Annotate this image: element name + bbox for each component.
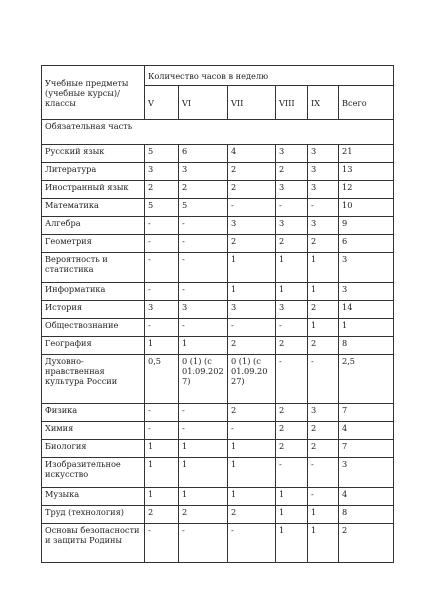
hours-cell: 1 [308, 283, 339, 301]
hours-cell: - [228, 422, 276, 440]
hours-cell: 1 [228, 440, 276, 458]
total-cell: 3 [339, 458, 394, 488]
total-cell: 4 [339, 422, 394, 440]
hours-cell: 2 [308, 301, 339, 319]
hours-cell: 2 [276, 163, 308, 181]
subject-cell: Алгебра [42, 217, 145, 235]
hours-cell: 1 [276, 488, 308, 506]
hours-cell: 6 [179, 145, 228, 163]
hours-cell: 2 [308, 440, 339, 458]
table-row [42, 199, 394, 217]
hours-cell: 1 [308, 506, 339, 524]
hours-cell: 2 [228, 163, 276, 181]
table-row [42, 217, 394, 235]
hours-cell: - [145, 404, 179, 422]
hours-cell: 3 [179, 163, 228, 181]
hours-cell: - [308, 355, 339, 404]
subject-cell: Иностранный язык [42, 181, 145, 199]
total-cell: 12 [339, 181, 394, 199]
hours-cell: 2 [276, 422, 308, 440]
hours-cell: 1 [276, 506, 308, 524]
hours-cell: 3 [276, 301, 308, 319]
hours-cell: - [179, 283, 228, 301]
hours-cell: 2 [228, 506, 276, 524]
hours-cell: 2 [276, 440, 308, 458]
hours-cell: 2 [228, 181, 276, 199]
table-row [42, 506, 394, 524]
hours-cell: 3 [145, 163, 179, 181]
hours-cell: - [145, 283, 179, 301]
table-row [42, 488, 394, 506]
hours-cell: 3 [308, 404, 339, 422]
hours-cell: - [179, 253, 228, 283]
total-cell: 1 [339, 319, 394, 337]
table-row [42, 235, 394, 253]
hours-cell: 0 (1) (с 01.09.2027) [179, 355, 228, 404]
hours-cell: - [276, 199, 308, 217]
total-cell: 8 [339, 506, 394, 524]
hours-cell: - [145, 524, 179, 563]
hours-cell: 2 [276, 404, 308, 422]
grade-header: VI [179, 86, 228, 120]
table-row [42, 319, 394, 337]
total-cell: 3 [339, 253, 394, 283]
hours-cell: 3 [276, 217, 308, 235]
hours-cell: 3 [228, 301, 276, 319]
total-cell: 13 [339, 163, 394, 181]
total-cell: 8 [339, 337, 394, 355]
hours-cell: 1 [145, 458, 179, 488]
hours-cell: 1 [276, 253, 308, 283]
hours-cell: - [145, 319, 179, 337]
hours-cell: 3 [308, 217, 339, 235]
hours-cell: 5 [179, 199, 228, 217]
hours-cell: 3 [308, 163, 339, 181]
subject-cell: Геометрия [42, 235, 145, 253]
table-row [42, 301, 394, 319]
table-row [42, 253, 394, 283]
hours-cell: 2 [276, 235, 308, 253]
table-row [42, 283, 394, 301]
subject-cell: Русский язык [42, 145, 145, 163]
hours-cell: 1 [179, 488, 228, 506]
hours-cell: - [179, 217, 228, 235]
hours-cell: 4 [228, 145, 276, 163]
hours-cell: 2 [228, 337, 276, 355]
hours-cell: 1 [276, 283, 308, 301]
hours-cell: - [308, 199, 339, 217]
hours-cell: 1 [308, 319, 339, 337]
hours-cell: - [276, 458, 308, 488]
hours-cell: 2 [179, 506, 228, 524]
hours-cell: - [179, 319, 228, 337]
total-cell: 3 [339, 283, 394, 301]
hours-cell: - [228, 524, 276, 563]
total-cell: 6 [339, 235, 394, 253]
hours-cell: 3 [276, 181, 308, 199]
subject-cell: Духовно-нравственная культура России [42, 355, 145, 404]
hours-cell: 5 [145, 199, 179, 217]
table-row [42, 458, 394, 488]
total-cell: 7 [339, 440, 394, 458]
hours-cell: - [145, 422, 179, 440]
table-row [42, 355, 394, 404]
hours-cell: - [276, 355, 308, 404]
hours-cell: 2 [145, 181, 179, 199]
hours-cell: 1 [179, 337, 228, 355]
hours-cell: 2 [145, 506, 179, 524]
hours-cell: 0 (1) (с 01.09.2027) [228, 355, 276, 404]
subject-cell: Обществознание [42, 319, 145, 337]
total-header: Всего [339, 86, 394, 120]
hours-cell: 1 [179, 440, 228, 458]
subject-cell: Основы безопасности и защиты Родины [42, 524, 145, 563]
hours-cell: - [145, 253, 179, 283]
total-cell: 10 [339, 199, 394, 217]
hours-cell: 2 [276, 337, 308, 355]
hours-cell: 0,5 [145, 355, 179, 404]
hours-cell: 1 [308, 253, 339, 283]
subject-cell: Труд (технология) [42, 506, 145, 524]
hours-cell: - [179, 524, 228, 563]
subject-cell: Музыка [42, 488, 145, 506]
total-cell: 2,5 [339, 355, 394, 404]
table-row [42, 145, 394, 163]
table-row [42, 163, 394, 181]
grade-header: VII [228, 86, 276, 120]
hours-cell: 2 [179, 181, 228, 199]
subject-cell: Биология [42, 440, 145, 458]
section-label: Обязательная часть [42, 120, 394, 145]
hours-cell: 2 [228, 235, 276, 253]
hours-cell: 1 [145, 337, 179, 355]
hours-cell: 5 [145, 145, 179, 163]
subject-cell: География [42, 337, 145, 355]
hours-cell: 1 [228, 488, 276, 506]
total-cell: 2 [339, 524, 394, 563]
subject-cell: Информатика [42, 283, 145, 301]
hours-cell: 3 [308, 145, 339, 163]
hours-cell: 2 [228, 404, 276, 422]
hours-cell: 2 [308, 235, 339, 253]
hours-cell: 3 [276, 145, 308, 163]
subjects-header: Учебные предметы (учебные курсы)/классы [42, 66, 145, 120]
hours-cell: - [276, 319, 308, 337]
hours-cell: 1 [228, 458, 276, 488]
hours-cell: - [145, 217, 179, 235]
table-row [42, 337, 394, 355]
table-row [42, 524, 394, 563]
hours-cell: - [228, 319, 276, 337]
total-cell: 7 [339, 404, 394, 422]
subject-cell: Физика [42, 404, 145, 422]
hours-cell: 3 [145, 301, 179, 319]
total-cell: 21 [339, 145, 394, 163]
grade-header: V [145, 86, 179, 120]
subject-cell: Математика [42, 199, 145, 217]
curriculum-table [41, 65, 394, 563]
subject-cell: Вероятность и статистика [42, 253, 145, 283]
subject-cell: Химия [42, 422, 145, 440]
hours-cell: - [179, 422, 228, 440]
hours-cell: - [145, 235, 179, 253]
hours-cell: - [179, 404, 228, 422]
table-row [42, 404, 394, 422]
hours-cell: 3 [179, 301, 228, 319]
subject-cell: Изобразительное искусство [42, 458, 145, 488]
hours-cell: 2 [308, 337, 339, 355]
hours-cell: 1 [228, 253, 276, 283]
grade-header: IX [308, 86, 339, 120]
grade-header: VIII [276, 86, 308, 120]
hours-cell: 1 [276, 524, 308, 563]
hours-cell: - [308, 458, 339, 488]
hours-cell: 3 [308, 181, 339, 199]
hours-cell: - [228, 199, 276, 217]
hours-cell: 1 [179, 458, 228, 488]
hours-cell: 1 [308, 524, 339, 563]
subject-cell: История [42, 301, 145, 319]
total-cell: 4 [339, 488, 394, 506]
table-row [42, 440, 394, 458]
total-cell: 9 [339, 217, 394, 235]
hours-cell: 1 [145, 440, 179, 458]
table-row [42, 181, 394, 199]
subject-cell: Литература [42, 163, 145, 181]
table-row [42, 422, 394, 440]
hours-header: Количество часов в неделю [145, 66, 394, 86]
hours-cell: - [179, 235, 228, 253]
hours-cell: 2 [308, 422, 339, 440]
hours-cell: 1 [228, 283, 276, 301]
hours-cell: 1 [145, 488, 179, 506]
total-cell: 14 [339, 301, 394, 319]
hours-cell: 3 [228, 217, 276, 235]
hours-cell: - [308, 488, 339, 506]
